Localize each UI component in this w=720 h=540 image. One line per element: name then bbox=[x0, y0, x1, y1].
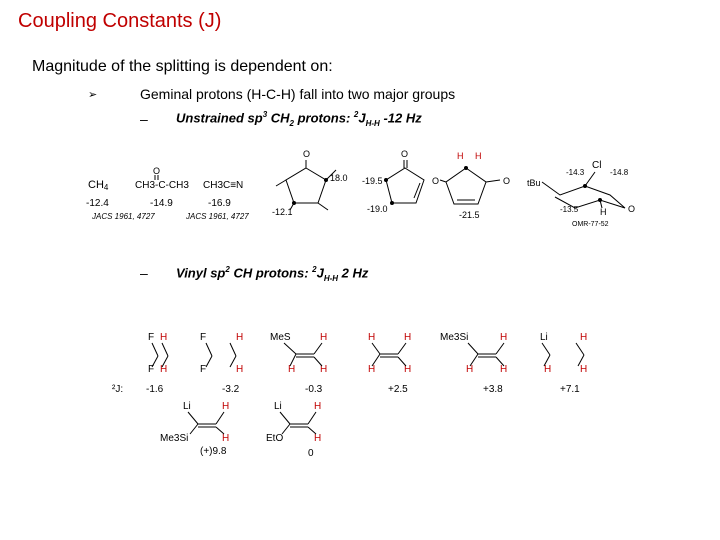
r1-2-tr: H bbox=[320, 332, 328, 343]
sp3-structures-figure bbox=[0, 135, 720, 235]
r1-1-bl: F bbox=[200, 364, 207, 375]
cpd-o2: O bbox=[503, 176, 511, 186]
r1-0-tl: F bbox=[148, 332, 155, 343]
sp2-prefix: Vinyl sp bbox=[176, 265, 226, 281]
r1-2-tl: MeS bbox=[270, 332, 291, 343]
r1-1-tr: H bbox=[236, 332, 244, 343]
ch4-label: CH4 bbox=[88, 179, 109, 192]
r1-3-value: +2.5 bbox=[388, 384, 408, 395]
r1-3-tl: H bbox=[368, 332, 376, 343]
r2-0-bl: Me3Si bbox=[160, 433, 189, 444]
alkene-6-bonds bbox=[188, 412, 224, 434]
r2-1-bl: EtO bbox=[266, 433, 284, 444]
r2-0-tl: Li bbox=[183, 401, 191, 412]
r1-1-br: H bbox=[236, 364, 244, 375]
acetone-ref: JACS 1961, 4727 bbox=[92, 212, 155, 221]
r1-1-tl: F bbox=[200, 332, 207, 343]
r1-3-bl: H bbox=[368, 364, 376, 375]
dash-marker: – bbox=[140, 265, 148, 281]
sp3-value: -12 Hz bbox=[379, 110, 422, 126]
j-label: ²J: bbox=[112, 384, 124, 395]
r1-5-bl: H bbox=[544, 364, 552, 375]
sp2-mid: CH protons: bbox=[229, 265, 313, 281]
slide-title: Coupling Constants (J) bbox=[18, 10, 222, 32]
alkene-7-bonds bbox=[280, 412, 316, 434]
alkene-3-bonds bbox=[372, 343, 406, 366]
chx-h: H bbox=[600, 207, 607, 217]
sp2-sup: 2 bbox=[225, 265, 230, 274]
cpd-o1: O bbox=[432, 176, 440, 186]
arrow-bullet-icon: ➢ bbox=[88, 89, 98, 101]
cp-v1: 18.0 bbox=[330, 173, 348, 183]
r1-3-tr: H bbox=[404, 332, 412, 343]
cyclopentenedione-ring bbox=[446, 168, 486, 204]
sp2-value: 2 Hz bbox=[338, 265, 369, 281]
r1-4-tl: Me3Si bbox=[440, 332, 469, 343]
sp3-sub: 2 bbox=[289, 118, 294, 128]
r1-5-br: H bbox=[580, 364, 588, 375]
chx-v2: -14.8 bbox=[610, 168, 629, 177]
acetonitrile-value: -16.9 bbox=[208, 198, 231, 209]
cyclopentanone-ring bbox=[286, 168, 326, 203]
r2-0-tr: H bbox=[222, 401, 230, 412]
r2-1-value: 0 bbox=[308, 448, 314, 459]
chx-v3: -13.5 bbox=[560, 205, 579, 214]
r2-1-br: H bbox=[314, 433, 322, 444]
sp2-j-sub: H-H bbox=[323, 273, 339, 283]
r1-4-tr: H bbox=[500, 332, 508, 343]
cpe-v1: -19.5 bbox=[362, 176, 383, 186]
acetonitrile-label: CH3C≡N bbox=[203, 180, 244, 191]
r1-0-br: H bbox=[160, 364, 168, 375]
chx-o: O bbox=[628, 204, 636, 214]
chx-tbu: tBu bbox=[527, 178, 541, 188]
sp2-j-sup: 2 bbox=[312, 265, 317, 274]
dash-marker: – bbox=[140, 111, 148, 127]
chx-v1: -14.3 bbox=[566, 168, 585, 177]
r1-3-br: H bbox=[404, 364, 412, 375]
sp2-j: J bbox=[316, 265, 324, 281]
cp-o: O bbox=[303, 149, 311, 159]
sp3-sup: 3 bbox=[262, 110, 268, 119]
alkene-2-bonds bbox=[284, 343, 322, 366]
r1-5-tl: Li bbox=[540, 332, 548, 343]
acetonitrile-ref: JACS 1961, 4727 bbox=[186, 212, 249, 221]
sp3-j-sub: H-H bbox=[365, 118, 380, 128]
acetone-o: O bbox=[153, 166, 161, 176]
cpd-h1: H bbox=[457, 151, 464, 161]
alkene-1-bonds bbox=[206, 343, 236, 367]
r1-2-value: -0.3 bbox=[305, 384, 323, 395]
r2-1-tr: H bbox=[314, 401, 322, 412]
r1-4-value: +3.8 bbox=[483, 384, 503, 395]
chx-ref: OMR-77-52 bbox=[572, 221, 609, 228]
alkene-4-bonds bbox=[468, 343, 504, 366]
sp3-mid: CH bbox=[267, 110, 290, 126]
slide-subtitle: Magnitude of the splitting is dependent on: bbox=[32, 58, 333, 75]
sp2-structures-figure bbox=[0, 320, 720, 460]
r2-0-br: H bbox=[222, 433, 230, 444]
r1-0-bl: F bbox=[148, 364, 155, 375]
ch4-value: -12.4 bbox=[86, 198, 109, 209]
r1-5-tr: H bbox=[580, 332, 588, 343]
alkene-5-bonds bbox=[542, 343, 584, 366]
sp3-j: J bbox=[358, 110, 366, 126]
r1-5-value: +7.1 bbox=[560, 384, 580, 395]
sp3-mid2: protons: bbox=[293, 110, 354, 126]
cp-v2: -12.1 bbox=[272, 207, 293, 217]
r1-0-value: -1.6 bbox=[146, 384, 164, 395]
cpd-value: -21.5 bbox=[459, 210, 480, 220]
acetone-value: -14.9 bbox=[150, 198, 173, 209]
r2-0-value: (+)9.8 bbox=[200, 446, 227, 457]
r1-0-tr: H bbox=[160, 332, 168, 343]
cpe-v2: -19.0 bbox=[367, 204, 388, 214]
chx-cl: Cl bbox=[592, 160, 602, 171]
r1-4-bl: H bbox=[466, 364, 474, 375]
subpoint-sp2 bbox=[176, 265, 368, 283]
cyclopentenone-ring bbox=[386, 168, 424, 203]
sp3-prefix: Unstrained sp bbox=[176, 110, 263, 126]
r1-1-value: -3.2 bbox=[222, 384, 240, 395]
acetone-label: CH3-C-CH3 bbox=[135, 180, 189, 191]
cpd-h2: H bbox=[475, 151, 482, 161]
cpe-o: O bbox=[401, 149, 409, 159]
bullet-geminal-protons: Geminal protons (H-C-H) fall into two major groups bbox=[140, 86, 456, 102]
subpoint-sp3 bbox=[176, 110, 422, 128]
sp3-j-sup: 2 bbox=[353, 110, 359, 119]
r1-2-br: H bbox=[320, 364, 328, 375]
r2-1-tl: Li bbox=[274, 401, 282, 412]
r1-2-bl: H bbox=[288, 364, 296, 375]
r1-4-br: H bbox=[500, 364, 508, 375]
